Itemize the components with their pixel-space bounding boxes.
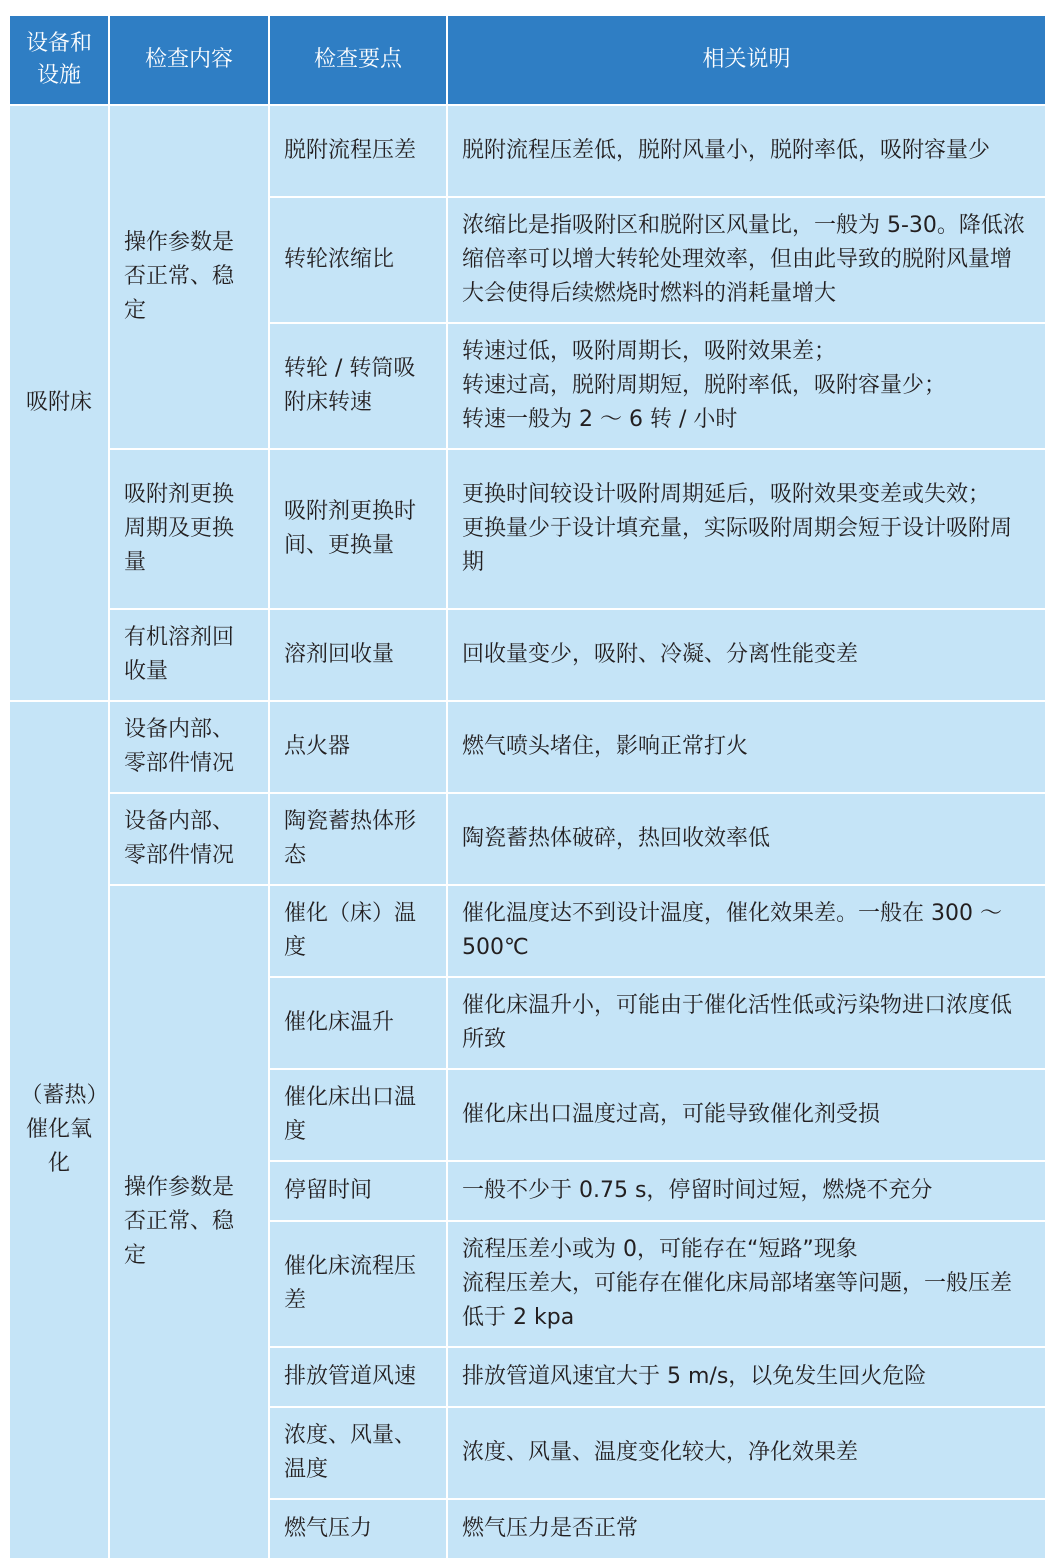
table-row	[9, 793, 1046, 885]
point-cell: 溶剂回收量	[269, 609, 447, 701]
equipment-cell: （蓄热）催化氧化	[9, 701, 109, 1559]
note-cell: 更换时间较设计吸附周期延后，吸附效果变差或失效； 更换量少于设计填充量，实际吸附周期会短于设计吸附周期	[447, 449, 1046, 609]
note-cell: 燃气喷头堵住，影响正常打火	[447, 701, 1046, 793]
note-cell: 流程压差小或为 0，可能存在“短路”现象 流程压差大，可能存在催化床局部堵塞等问题，一般压差低于 2 kpa	[447, 1221, 1046, 1347]
content-cell: 操作参数是否正常、稳定	[109, 885, 269, 1559]
note-cell: 催化床出口温度过高，可能导致催化剂受损	[447, 1069, 1046, 1161]
content-cell: 有机溶剂回收量	[109, 609, 269, 701]
note-cell: 一般不少于 0.75 s，停留时间过短，燃烧不充分	[447, 1161, 1046, 1221]
header-equipment: 设备和设施	[9, 15, 109, 105]
point-cell: 催化（床）温度	[269, 885, 447, 977]
point-cell: 点火器	[269, 701, 447, 793]
content-cell: 操作参数是否正常、稳定	[109, 105, 269, 449]
note-cell: 排放管道风速宜大于 5 m/s，以免发生回火危险	[447, 1347, 1046, 1407]
header-points: 检查要点	[269, 15, 447, 105]
point-cell: 催化床温升	[269, 977, 447, 1069]
point-cell: 催化床流程压差	[269, 1221, 447, 1347]
note-cell: 催化温度达不到设计温度，催化效果差。一般在 300 ～ 500℃	[447, 885, 1046, 977]
point-cell: 催化床出口温度	[269, 1069, 447, 1161]
point-cell: 陶瓷蓄热体形态	[269, 793, 447, 885]
note-cell: 浓度、风量、温度变化较大，净化效果差	[447, 1407, 1046, 1499]
point-cell: 转轮 / 转筒吸附床转速	[269, 323, 447, 449]
table-header-row	[9, 15, 1046, 105]
point-cell: 排放管道风速	[269, 1347, 447, 1407]
content-cell: 设备内部、零部件情况	[109, 701, 269, 793]
header-notes: 相关说明	[447, 15, 1046, 105]
header-content: 检查内容	[109, 15, 269, 105]
note-cell: 燃气压力是否正常	[447, 1499, 1046, 1559]
point-cell: 浓度、风量、温度	[269, 1407, 447, 1499]
note-cell: 转速过低，吸附周期长，吸附效果差； 转速过高，脱附周期短，脱附率低，吸附容量少； 转速一般为 2 ～ 6 转 / 小时	[447, 323, 1046, 449]
note-cell: 回收量变少，吸附、冷凝、分离性能变差	[447, 609, 1046, 701]
note-cell: 陶瓷蓄热体破碎，热回收效率低	[447, 793, 1046, 885]
note-cell: 脱附流程压差低，脱附风量小，脱附率低，吸附容量少	[447, 105, 1046, 197]
point-cell: 转轮浓缩比	[269, 197, 447, 323]
point-cell: 脱附流程压差	[269, 105, 447, 197]
inspection-table	[8, 14, 1047, 1560]
equipment-cell: 吸附床	[9, 105, 109, 701]
point-cell: 燃气压力	[269, 1499, 447, 1559]
content-cell: 吸附剂更换周期及更换量	[109, 449, 269, 609]
note-cell: 浓缩比是指吸附区和脱附区风量比，一般为 5-30。降低浓缩倍率可以增大转轮处理效率，但由此导致的脱附风量增大会使得后续燃烧时燃料的消耗量增大	[447, 197, 1046, 323]
table-row	[9, 885, 1046, 977]
table-row	[9, 701, 1046, 793]
point-cell: 吸附剂更换时间、更换量	[269, 449, 447, 609]
note-cell: 催化床温升小，可能由于催化活性低或污染物进口浓度低所致	[447, 977, 1046, 1069]
table-row	[9, 609, 1046, 701]
table-row	[9, 105, 1046, 197]
table-row	[9, 449, 1046, 609]
content-cell: 设备内部、零部件情况	[109, 793, 269, 885]
point-cell: 停留时间	[269, 1161, 447, 1221]
